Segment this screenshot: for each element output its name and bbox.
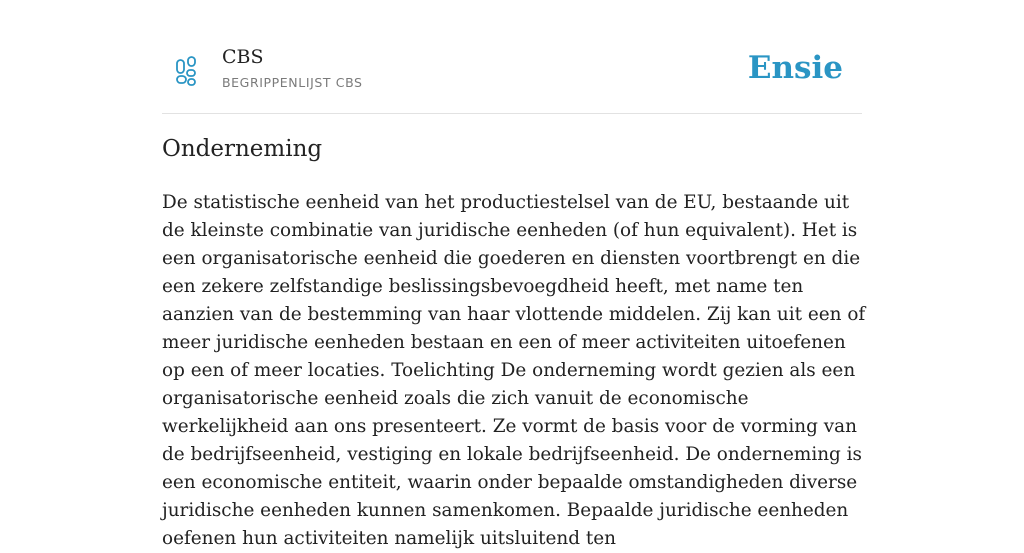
term-definition: De statistische eenheid van het productiestelsel van de EU, bestaande uit de kleinste combinatie van juridische eenheden (of hun equivalent). Het is een organisatorische eenheid die goederen en diensten voortbrengt en die een zekere zelfstandige beslissingsbevoegdheid heeft, met name ten aanzien van de bestemming van haar vlottende middelen. Zij kan uit een of meer juridische eenheden bestaan en een of meer activiteiten uitoefenen op een of meer locaties. Toelichting De onderneming wordt gezien als een organisatorische eenheid zoals die zich vanuit de economische werkelijkheid aan ons presenteert. Ze vormt de basis voor de vorming van de bedrijfseenheid, vestiging en lokale bedrijfseenheid. De onderneming is een economische entiteit, waarin onder bepaalde omstandigheden diverse juridische eenheden kunnen samenkomen. Bepaalde juridische eenheden oefenen hun activiteiten namelijk uitsluitend ten — [162, 192, 866, 549]
term-title: Onderneming — [162, 136, 323, 162]
header — [162, 40, 862, 114]
brand-logo[interactable]: Ensie — [747, 50, 843, 86]
org-name: CBS — [222, 46, 264, 68]
org-subtitle[interactable]: BEGRIPPENLIJST CBS — [222, 75, 363, 90]
cbs-logo-icon[interactable] — [176, 56, 196, 86]
